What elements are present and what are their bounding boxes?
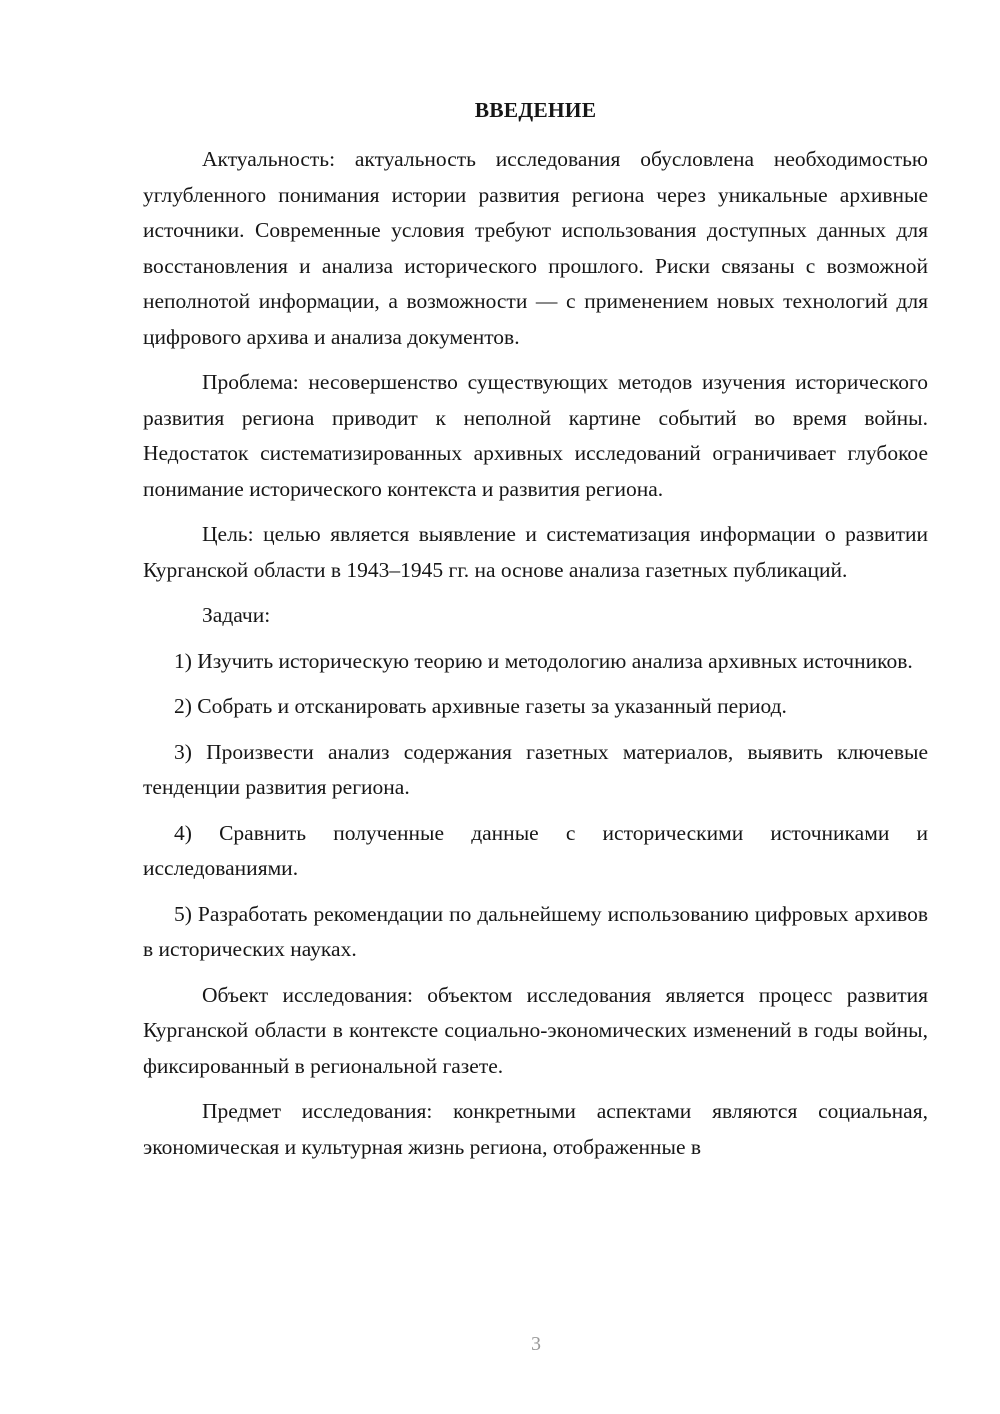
page-number: 3 xyxy=(531,1333,541,1355)
problem-paragraph: Проблема: несовершенство существующих методов изучения исторического развития региона приводит к неполной картине событий во время войны. Недостаток систематизированных архивных исследований ограничивает глубокое понимание исторического контекста и развития региона. xyxy=(143,370,928,501)
page-content xyxy=(143,92,928,1175)
relevance-paragraph: Актуальность: актуальность исследования обусловлена необходимостью углубленного понимания истории развития региона через уникальные архивные источники. Современные условия требуют использования доступных данных для восстановления и анализа исторического прошлого. Риски связаны с возможной неполнотой информации, а возможности — с применением новых технологий для цифрового архива и анализа документов. xyxy=(143,147,928,349)
task-item-1: 1) Изучить историческую теорию и методологию анализа архивных источников. xyxy=(174,648,913,673)
goal-paragraph: Цель: целью является выявление и систематизация информации о развитии Курганской области в 1943–1945 гг. на основе анализа газетных публикаций. xyxy=(143,522,928,582)
object-paragraph: Объект исследования: объектом исследования является процесс развития Курганской области в контексте социально-экономических изменений в годы войны, фиксированный в региональной газете. xyxy=(143,982,928,1078)
tasks-list xyxy=(143,644,928,968)
section-heading: ВВЕДЕНИЕ xyxy=(474,98,597,122)
subject-paragraph: Предмет исследования: конкретными аспектами являются социальная, экономическая и культурная жизнь региона, отображенные в xyxy=(143,1099,928,1159)
task-item-3: 3) Произвести анализ содержания газетных материалов, выявить ключевые тенденции развития региона. xyxy=(143,739,928,799)
tasks-label: Задачи: xyxy=(202,603,271,627)
task-item-5: 5) Разработать рекомендации по дальнейшему использованию цифровых архивов в исторических науках. xyxy=(143,901,928,961)
task-item-2: 2) Собрать и отсканировать архивные газеты за указанный период. xyxy=(174,694,787,718)
task-item-4: 4) Сравнить полученные данные с историческими источниками и исследованиями. xyxy=(143,820,928,880)
